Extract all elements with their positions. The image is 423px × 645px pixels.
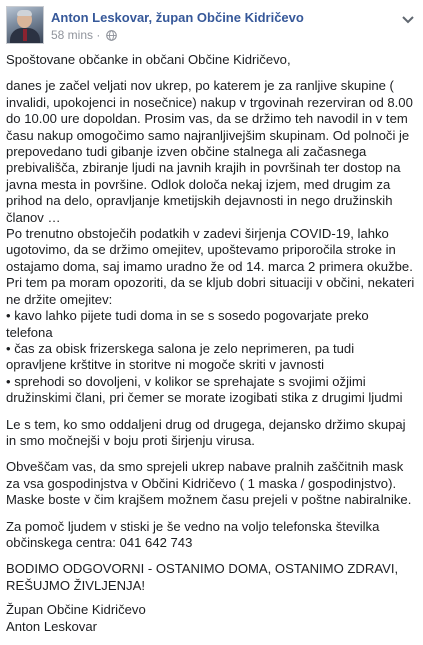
post-timestamp[interactable]: 58 mins xyxy=(51,28,94,42)
post-meta xyxy=(51,28,117,44)
post-greeting: Spoštovane občanke in občani Občine Kidričevo, xyxy=(6,52,291,67)
post-paragraph-main: danes je začel veljati nov ukrep, po katerem je za ranljive skupine ( invalidi, upokojenci in nosečnice) nakup v trgovinah rezerviran od 8.00 do 10.00 ure dopoldan. Prosim vas, da se držimo teh navodil in v tem času nakup omogočimo samo najranljivejšim skupinam. Od polnoči je prepovedano tudi gibanje izven občine stalnega ali začasnega prebivališča, zbiranje ljudi na javnih krajih in površinah ter dostop na javna mesta in površine. Odlok določa nekaj izjem, med drugim za prihod na delo, opravljanje kmetijskih dejavnosti in nego družinskih članov … Po trenutno obstoječih podatkih v zadevi širjenja COVID-19, lahko ugotovimo, da se držimo omejitev, upoštevamo priporočila stroke in ostajamo doma, saj imamo uradno že od 14. marca 2 primera okužbe. Pri tem pa moram opozoriti, da se kljub dobri situaciji v občini, nekateri ne držite omejitev: • kavo lahko pijete tudi doma in se s sosedo pogovarjate preko telefona • čas za obisk frizerskega salona je zelo neprimeren, pa tudi opravljene krštitve in storitve ni mogoče skriti v javnosti • sprehodi so dovoljeni, v kolikor se sprehajate s svojimi ožjimi družinskimi člani, pri čemer se morate izogibati stika z drugimi ljudmi xyxy=(6,78,415,406)
post-paragraph-distance: Le s tem, ko smo oddaljeni drug od drugega, dejansko držimo skupaj in smo močnejši v boju proti širjenju virusa. xyxy=(6,416,406,448)
avatar[interactable] xyxy=(6,6,44,44)
post-signature: Župan Občine Kidričevo Anton Leskovar xyxy=(6,602,146,634)
post-paragraph-masks: Obveščam vas, da smo sprejeli ukrep nabave pralnih zaščitnih mask za vsa gospodinjstva v Občini Kidričevo ( 1 maska / gospodinjstvo). Maske boste v čim krajšem možnem času prejeli v poštne nabiralnike. xyxy=(6,459,412,508)
avatar-tie-shape xyxy=(23,29,27,41)
post-paragraph-help-line: Za pomoč ljudem v stiski je še vedno na voljo telefonska številka občinskega centra: 041 642 743 xyxy=(6,518,380,550)
avatar-hair-shape xyxy=(17,10,32,16)
post-header xyxy=(6,6,417,48)
meta-separator: · xyxy=(96,28,101,42)
chevron-down-icon[interactable] xyxy=(401,12,415,22)
author-name[interactable]: Anton Leskovar, župan Občine Kidričevo xyxy=(51,10,304,25)
globe-icon[interactable] xyxy=(106,30,117,44)
post-paragraph-slogan: BODIMO ODGOVORNI - OSTANIMO DOMA, OSTANIMO ZDRAVI, REŠUJMO ŽIVLJENJA! xyxy=(6,561,399,593)
post-body xyxy=(6,52,416,645)
